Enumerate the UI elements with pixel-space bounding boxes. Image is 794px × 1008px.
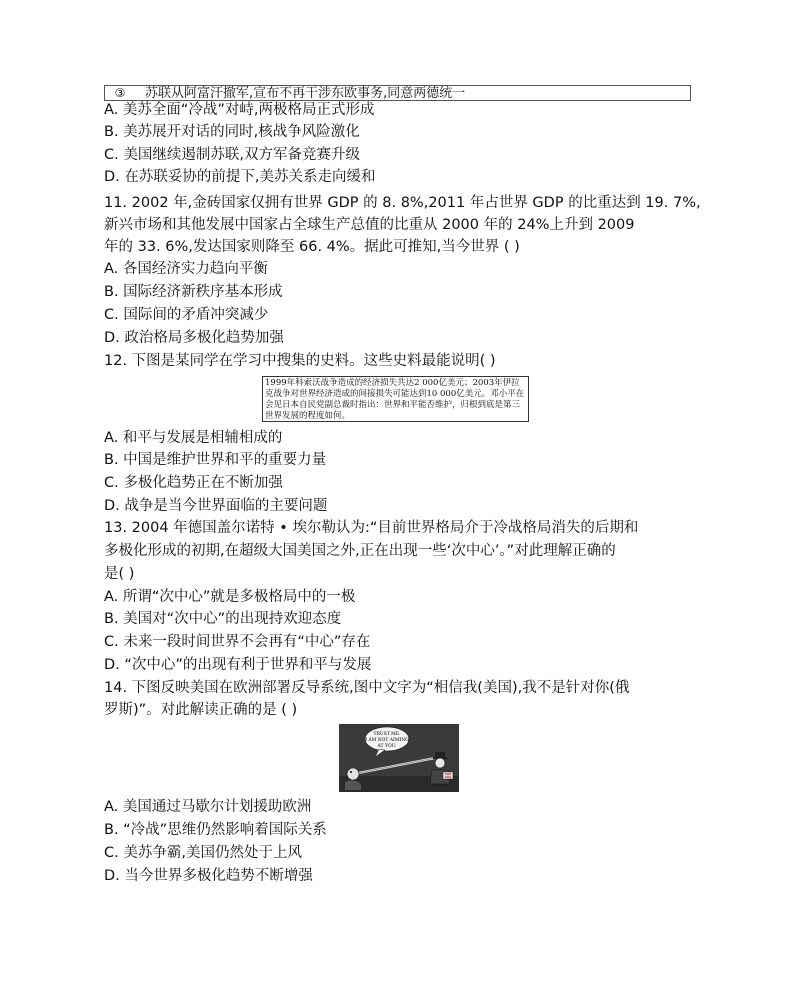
q14-option-d: D. 当今世界多极化趋势不断增强 bbox=[104, 868, 313, 884]
q11-option-d: D. 政治格局多极化趋势加强 bbox=[104, 330, 284, 346]
q14-stem-line-1: 14. 下图反映美国在欧洲部署反导系统,图中文字为“相信我(美国),我不是针对你(俄 bbox=[104, 680, 630, 696]
missile-defense-cartoon bbox=[339, 724, 459, 792]
q12-stem: 12. 下图是某同学在学习中搜集的史料。这些史料最能说明( ) bbox=[104, 353, 496, 369]
q13-option-d: D. “次中心”的出现有利于世界和平与发展 bbox=[104, 657, 372, 673]
q13-option-b: B. 美国对“次中心”的出现持欢迎态度 bbox=[104, 611, 342, 627]
q12-option-b: B. 中国是维护世界和平的重要力量 bbox=[104, 452, 327, 468]
q12-option-d: D. 战争是当今世界面临的主要问题 bbox=[104, 498, 328, 514]
q12-option-a: A. 和平与发展是相辅相成的 bbox=[104, 430, 283, 446]
q14-option-c: C. 美苏争霸,美国仍然处于上风 bbox=[104, 845, 302, 861]
statement-number: ③ bbox=[114, 86, 126, 100]
q13-option-a: A. 所谓“次中心”就是多极格局中的一极 bbox=[104, 589, 356, 605]
bubble-line-2: I AM NOT AIMING bbox=[365, 738, 409, 743]
q11-option-b: B. 国际经济新秩序基本形成 bbox=[104, 284, 283, 300]
bubble-line-3: AT YOU. bbox=[377, 744, 397, 749]
historical-source-box: 1999年科索沃战争造成的经济损失共达2 000亿美元；2003年伊拉克战争对世界经济造成的间接损失可能达到10 000亿美元。邓小平在会见日本自民党副总裁时指出：世界和平能否维护，归根到底是第三世界发展的程度如何。 bbox=[262, 376, 529, 422]
q10-option-d: D. 在苏联妥协的前提下,美苏关系走向缓和 bbox=[104, 169, 376, 185]
q10-option-a: A. 美苏全面“冷战”对峙,两极格局正式形成 bbox=[104, 102, 375, 118]
statement-text: 苏联从阿富汗撤军,宣布不再干涉东欧事务,同意两德统一 bbox=[145, 86, 466, 101]
q14-option-a: A. 美国通过马歇尔计划援助欧洲 bbox=[104, 799, 312, 815]
bubble-line-1: TRUST ME. bbox=[373, 732, 401, 737]
q11-option-c: C. 国际间的矛盾冲突减少 bbox=[104, 307, 269, 323]
q10-option-b: B. 美苏展开对话的同时,核战争风险激化 bbox=[104, 124, 360, 140]
q11-stem-line-3: 年的 33. 6%,发达国家则降至 66. 4%。据此可推知,当今世界 ( ) bbox=[104, 239, 520, 255]
q13-stem-line-1: 13. 2004 年德国盖尔诺特 • 埃尔勒认为:“目前世界格局介于冷战格局消失的后期和 bbox=[104, 520, 639, 536]
q14-stem-line-2: 罗斯)”。对此解读正确的是 ( ) bbox=[104, 702, 298, 718]
q12-option-c: C. 多极化趋势正在不断加强 bbox=[104, 475, 283, 491]
q13-stem-line-2: 多极化形成的初期,在超级大国美国之外,正在出现一些‘次中心’。”对此理解正确的 bbox=[104, 543, 616, 559]
q11-stem-line-2: 新兴市场和其他发展中国家占全球生产总值的比重从 2000 年的 24%上升到 2009 bbox=[104, 217, 635, 233]
q11-stem-line-1: 11. 2002 年,金砖国家仅拥有世界 GDP 的 8. 8%,2011 年占世界 GDP 的比重达到 19. 7%, bbox=[104, 195, 701, 211]
q14-option-b: B. “冷战”思维仍然影响着国际关系 bbox=[104, 822, 327, 838]
q13-option-c: C. 未来一段时间世界不会再有“中心”存在 bbox=[104, 634, 371, 650]
q13-stem-line-3: 是( ) bbox=[104, 566, 135, 582]
q10-option-c: C. 美国继续遏制苏联,双方军备竞赛升级 bbox=[104, 147, 360, 163]
q11-option-a: A. 各国经济实力趋向平衡 bbox=[104, 261, 268, 277]
